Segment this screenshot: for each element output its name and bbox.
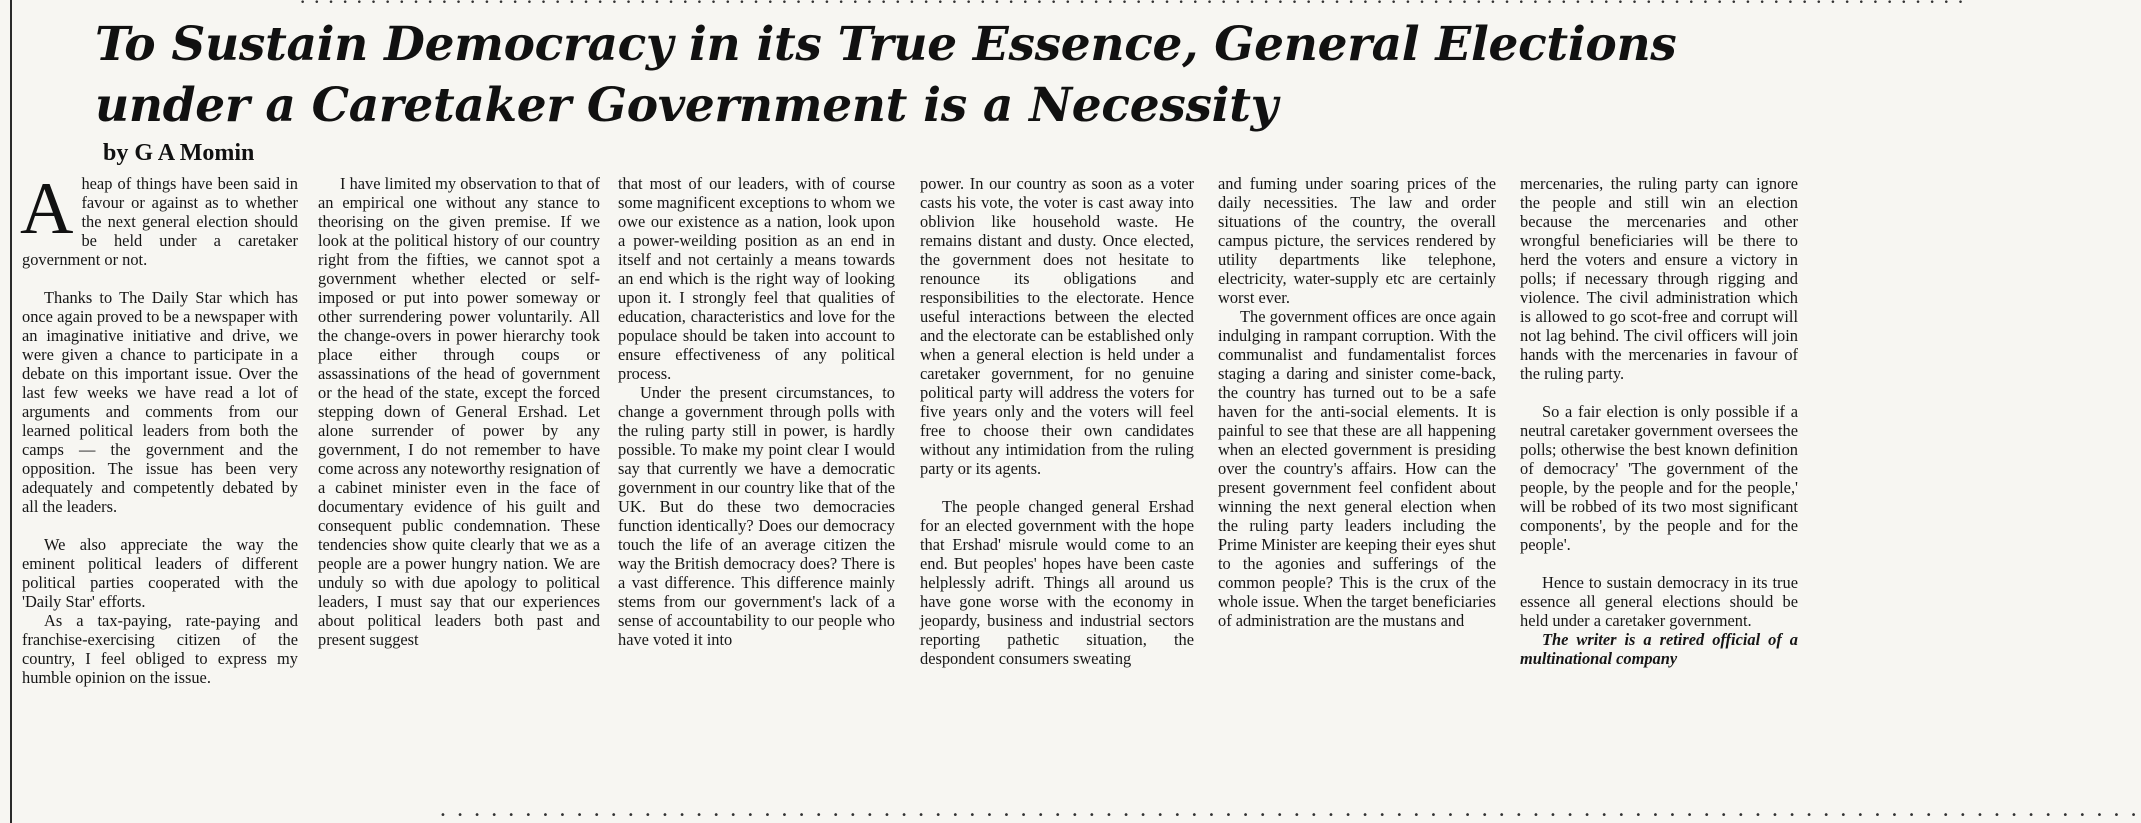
author-footnote: The writer is a retired official of a multinational company	[1520, 630, 1798, 668]
article-paragraph: As a tax-paying, rate-paying and franchise-exercising citizen of the country, I feel obliged to express my humble opinion on the issue.	[22, 611, 298, 687]
bottom-ornament-border: • • • • • • • • • • • • • • • • • • • • • • • • • • • • • • • • • • • • • • • • • • • • • • • • • • • • • • • • • • • • • • • • • • • • • • • • • • • • • • • • • • • • • • • • • • • • • • • • • • • •	[440, 810, 2141, 821]
article-paragraph: that most of our leaders, with of course some magnificent exceptions to whom we owe our existence as a nation, look upon a power-weilding position as an end in itself and not certainly a means towards an end which is the right way of looking upon it. I strongly feel that qualities of education, characteristics and love for the populace should be taken into account to ensure effectiveness of any political process.	[618, 174, 895, 383]
left-column-rule	[10, 0, 12, 823]
article-paragraph: and fuming under soaring prices of the daily necessities. The law and order situations of the country, the overall campus picture, the services rendered by utility departments like telephone, electricity, water-supply etc are certainly worst ever.	[1218, 174, 1496, 307]
article-paragraph: mercenaries, the ruling party can ignore the people and still win an election because the mercenaries and other wrongful beneficiaries will be there to herd the voters and ensure a victory in polls; if necessary through rigging and violence. The civil administration which is allowed to go scot-free and corrupt will not lag behind. The civil officers will join hands with the mercenaries in favour of the ruling party.	[1520, 174, 1798, 383]
article-paragraph: Thanks to The Daily Star which has once again proved to be a newspaper with an imaginative initiative and drive, we were given a chance to participate in a debate on this important issue. Over the last few weeks we have read a lot of arguments and comments from our learned political leaders from both the camps — the government and the opposition. The issue has been very adequately and competently debated by all the leaders.	[22, 288, 298, 516]
article-paragraph	[20, 168, 298, 269]
article-headline: To Sustain Democracy in its True Essence, General Elections under a Caretaker Government is a Necessity	[95, 17, 1677, 133]
article-byline: by G A Momin	[103, 140, 255, 166]
top-ornament-border: • • • • • • • • • • • • • • • • • • • • • • • • • • • • • • • • • • • • • • • • • • • • • • • • • • • • • • • • • • • • • • • • • • • • • • • • • • • • • • • • • • • • • • • • • • • • • • • • • • • • • • • • • • • • • • • • • • • • • •	[300, 0, 1967, 8]
article-paragraph: We also appreciate the way the eminent political leaders of different political parties cooperated with the 'Daily Star' efforts.	[22, 535, 298, 611]
article-column-2	[318, 174, 600, 810]
article-column-6	[1520, 174, 1798, 810]
article-column-3	[618, 174, 895, 810]
article-column-4	[920, 174, 1194, 810]
article-paragraph: power. In our country as soon as a voter casts his vote, the voter is cast away into oblivion like household waste. He remains distant and dusty. Once elected, the government does not hesitate to renounce its obligations and responsibilities to the electorate. Hence useful interactions between the elected and the electorate can be established only when a general election is held under a caretaker government, for no genuine political party will address the voters for five years only and the voters will feel free to choose their own candidates without any intimidation from the ruling party or its agents.	[920, 174, 1194, 478]
article-column-1	[20, 168, 298, 810]
article-column-5	[1218, 174, 1496, 810]
article-paragraph: Under the present circumstances, to change a government through polls with the ruling party still in power, is hardly possible. To make my point clear I would say that currently we have a democratic government in our country like that of the UK. But do these two democracies function identically? Does our democracy touch the life of an average citizen the way the British democracy does? There is a vast difference. This difference mainly stems from our government's lack of a sense of accountability to our people who have voted it into	[618, 383, 895, 649]
paragraph-text: heap of things have been said in favour or against as to whether the next general election should be held under a caretaker government or not.	[22, 174, 298, 269]
article-paragraph: I have limited my observation to that of an empirical one without any stance to theorising on the given premise. If we look at the political history of our country right from the fifties, we cannot spot a government whether elected or self-imposed or put into power someway or other surrendering power voluntarily. All the change-overs in power hierarchy took place either through coups or assassinations of the head of government or the head of the state, except the forced stepping down of General Ershad. Let alone surrender of power by any government, I do not remember to have come across any noteworthy resignation of a cabinet minister even in the face of documentary evidence of his guilt and consequent public condemnation. These tendencies show quite clearly that we as a people are a power hungry nation. We are unduly so with due apology to political leaders, I must say that our experiences about political leaders both past and present suggest	[318, 174, 600, 649]
article-paragraph: The people changed general Ershad for an elected government with the hope that Ershad' misrule would come to an end. But peoples' hopes have been caste helplessly adrift. Things all around us have gone worse with the economy in jeopardy, business and industrial sectors reporting pathetic situation, the despondent consumers sweating	[920, 497, 1194, 668]
article-paragraph: The government offices are once again indulging in rampant corruption. With the communalist and fundamentalist forces staging a daring and sinister come-back, the country has turned out to be a safe haven for the anti-social elements. It is painful to see that these are all happening when an elected government is presiding over the country's affairs. How can the present government feel confident about winning the next general election when the ruling party leaders including the Prime Minister are keeping their eyes shut to the agonies and sufferings of the common people? This is the crux of the whole issue. When the target beneficiaries of administration are the mustans and	[1218, 307, 1496, 630]
article-paragraph: Hence to sustain democracy in its true essence all general elections should be held under a caretaker government.	[1520, 573, 1798, 630]
drop-cap: A	[20, 168, 74, 250]
article-paragraph: So a fair election is only possible if a neutral caretaker government oversees the polls; otherwise the best known definition of democracy' 'The government of the people, by the people and for the people,' will be robbed of its two most significant components', by the people and for the people'.	[1520, 402, 1798, 554]
